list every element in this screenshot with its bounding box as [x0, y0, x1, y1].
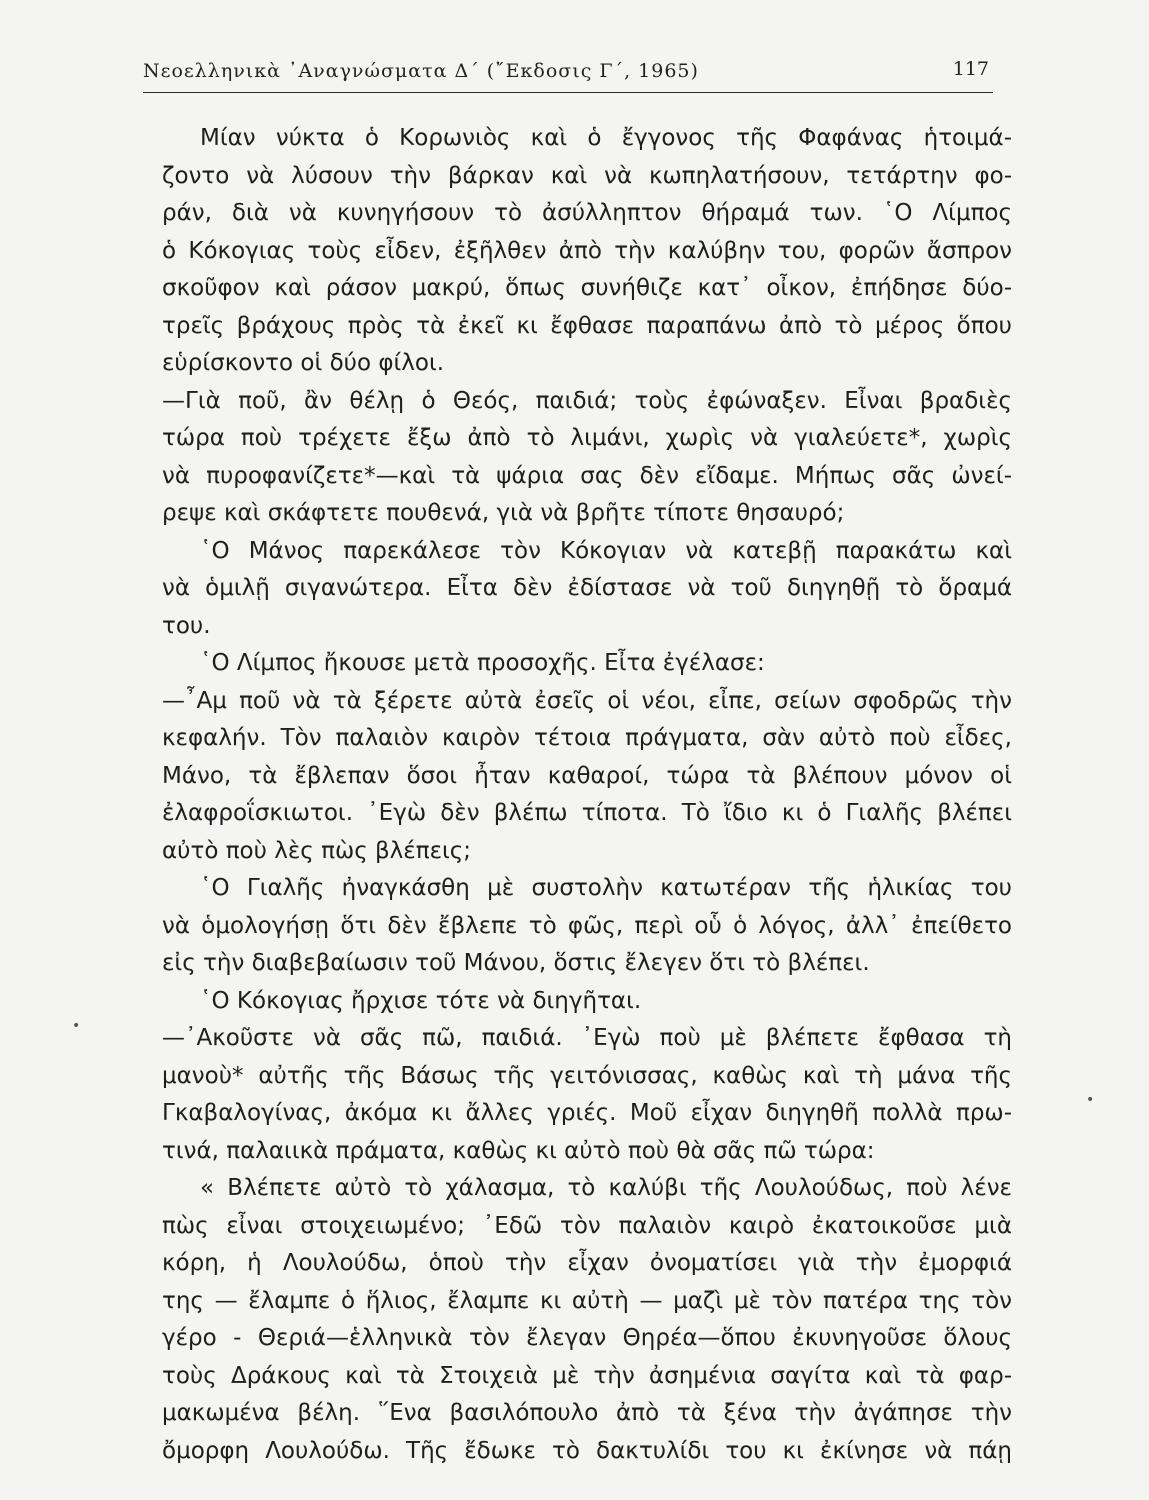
text-line: ρεψε καὶ σκάφτετε πουθενά, γιὰ νὰ βρῆτε τίποτε θησαυρό; [162, 500, 845, 526]
body-text [162, 120, 1012, 1470]
text-line: ζοντο νὰ λύσουν τὴν βάρκαν καὶ νὰ κωπηλατήσουν, τετάρτην φο- [162, 162, 1012, 189]
text-line: —Γιὰ ποῦ, ἂν θέλῃ ὁ Θεός, παιδιά; τοὺς ἐφώναξεν. Εἶναι βραδιὲς [162, 387, 1012, 414]
text-line: μακωμένα βέλη. ῞Ενα βασιλόπουλο ἀπὸ τὰ ξένα τὴν ἀγάπησε τὴν [162, 1400, 1012, 1426]
text-line: μανοὺ* αὐτῆς τῆς Βάσως τῆς γειτόνισσας, καθὼς καὶ τὴ μάνα τῆς [162, 1062, 1012, 1089]
text-line: αὐτὸ ποὺ λὲς πὼς βλέπεις; [162, 837, 472, 864]
text-line: σκοῦφον καὶ ράσον μακρύ, ὅπως συνήθιζε κατ᾿ οἶκον, ἐπήδησε δύο- [162, 275, 1012, 301]
text-line: εἰς τὴν διαβεβαίωσιν τοῦ Μάνου, ὅστις ἔλεγεν ὅτι τὸ βλέπει. [162, 950, 870, 976]
text-line: κεφαλήν. Τὸν παλαιὸν καιρὸν τέτοια πράγματα, σὰν αὐτὸ ποὺ εἶδες, [162, 725, 1012, 751]
text-line: Μάνο, τὰ ἔβλεπαν ὅσοι ἦταν καθαροί, τώρα τὰ βλέπουν μόνον οἱ [162, 762, 1012, 789]
page-number: 117 [952, 58, 989, 80]
text-line: πὼς εἶναι στοιχειωμένο; ᾿Εδῶ τὸν παλαιὸν καιρὸ ἐκατοικοῦσε μιὰ [162, 1212, 1012, 1239]
scan-speck: • [72, 1018, 81, 1034]
text-line: κόρη, ἡ Λουλούδω, ὁποὺ τὴν εἶχαν ὀνοματίσει γιὰ τὴν ἐμορφιά [162, 1250, 1012, 1276]
text-line: —᾿Ακοῦστε νὰ σᾶς πῶ, παιδιά. ᾿Εγὼ ποὺ μὲ βλέπετε ἔφθασα τὴ [162, 1025, 1012, 1051]
text-line: ῾Ο Κόκογιας ἤρχισε τότε νὰ διηγῆται. [200, 987, 642, 1014]
text-line: ὁ Κόκογιας τοὺς εἶδεν, ἐξῆλθεν ἀπὸ τὴν καλύβην του, φορῶν ἄσπρον [162, 237, 1012, 264]
text-line: ὄμορφη Λουλούδω. Τῆς ἔδωκε τὸ δακτυλίδι του κι ἐκίνησε νὰ πάῃ [162, 1437, 1012, 1464]
text-line: εὑρίσκοντο οἱ δύο φίλοι. [162, 350, 445, 376]
text-line: —῏Αμ ποῦ νὰ τὰ ξέρετε αὐτὰ ἐσεῖς οἱ νέοι, εἶπε, σείων σφοδρῶς τὴν [162, 687, 1012, 714]
text-line: τώρα ποὺ τρέχετε ἔξω ἀπὸ τὸ λιμάνι, χωρὶς νὰ γιαλεύετε*, χωρὶς [162, 425, 1012, 451]
text-line: ράν, διὰ νὰ κυνηγήσουν τὸ ἀσύλληπτον θήραμά των. ῾Ο Λίμπος [162, 200, 1012, 226]
text-line: τοὺς Δράκους καὶ τὰ Στοιχειὰ μὲ τὴν ἀσημένια σαγίτα καὶ τὰ φαρ- [162, 1362, 1012, 1389]
page-header [143, 56, 993, 93]
text-line: του. [162, 612, 211, 639]
text-line: νὰ πυροφανίζετε*—καὶ τὰ ψάρια σας δὲν εἴδαμε. Μήπως σᾶς ὠνεί- [162, 462, 1012, 489]
text-line: ῾Ο Μάνος παρεκάλεσε τὸν Κόκογιαν νὰ κατεβῇ παρακάτω καὶ [200, 537, 1012, 564]
text-line: ῾Ο Γιαλῆς ἠναγκάσθη μὲ συστολὴν κατωτέραν τῆς ἡλικίας του [200, 875, 1012, 901]
text-line: γέρο - Θεριά—ἑλληνικὰ τὸν ἔλεγαν Θηρέα—ὅπου ἐκυνηγοῦσε ὅλους [162, 1325, 1012, 1351]
text-line: ῾Ο Λίμπος ἤκουσε μετὰ προσοχῆς. Εἶτα ἐγέλασε: [200, 650, 765, 676]
scan-speck: • [1086, 1092, 1095, 1108]
text-line: τρεῖς βράχους πρὸς τὰ ἐκεῖ κι ἔφθασε παραπάνω ἀπὸ τὸ μέρος ὅπου [162, 312, 1012, 339]
text-line: νὰ ὁμιλῇ σιγανώτερα. Εἶτα δὲν ἐδίστασε νὰ τοῦ διηγηθῇ τὸ ὅραμά [162, 575, 1012, 601]
text-line: νὰ ὁμολογήσῃ ὅτι δὲν ἔβλεπε τὸ φῶς, περὶ οὗ ὁ λόγος, ἀλλ᾿ ἐπείθετο [162, 912, 1012, 939]
text-line: « Βλέπετε αὐτὸ τὸ χάλασμα, τὸ καλύβι τῆς Λουλούδως, ποὺ λένε [200, 1175, 1012, 1201]
text-line: Μίαν νύκτα ὁ Κορωνιὸς καὶ ὁ ἔγγονος τῆς Φαφάνας ἡτοιμά- [200, 125, 1012, 151]
text-line: ἐλαφροΐσκιωτοι. ᾿Εγὼ δὲν βλέπω τίποτα. Τὸ ἴδιο κι ὁ Γιαλῆς βλέπει [162, 800, 1012, 826]
text-line: τινά, παλαιικὰ πράματα, καθὼς κι αὐτὸ ποὺ θὰ σᾶς πῶ τώρα: [162, 1137, 875, 1164]
running-head: Νεοελληνικὰ ᾿Αναγνώσματα Δ΄ (῎Εκδοσις Γ΄, 1965) [143, 60, 699, 82]
text-line: της — ἔλαμπε ὁ ἥλιος, ἔλαμπε κι αὐτὴ — μαζὶ μὲ τὸν πατέρα της τὸν [162, 1287, 1012, 1314]
text-line: Γκαβαλογίνας, ἀκόμα κι ἄλλες γριές. Μοῦ εἶχαν διηγηθῆ πολλὰ πρω- [162, 1100, 1012, 1126]
